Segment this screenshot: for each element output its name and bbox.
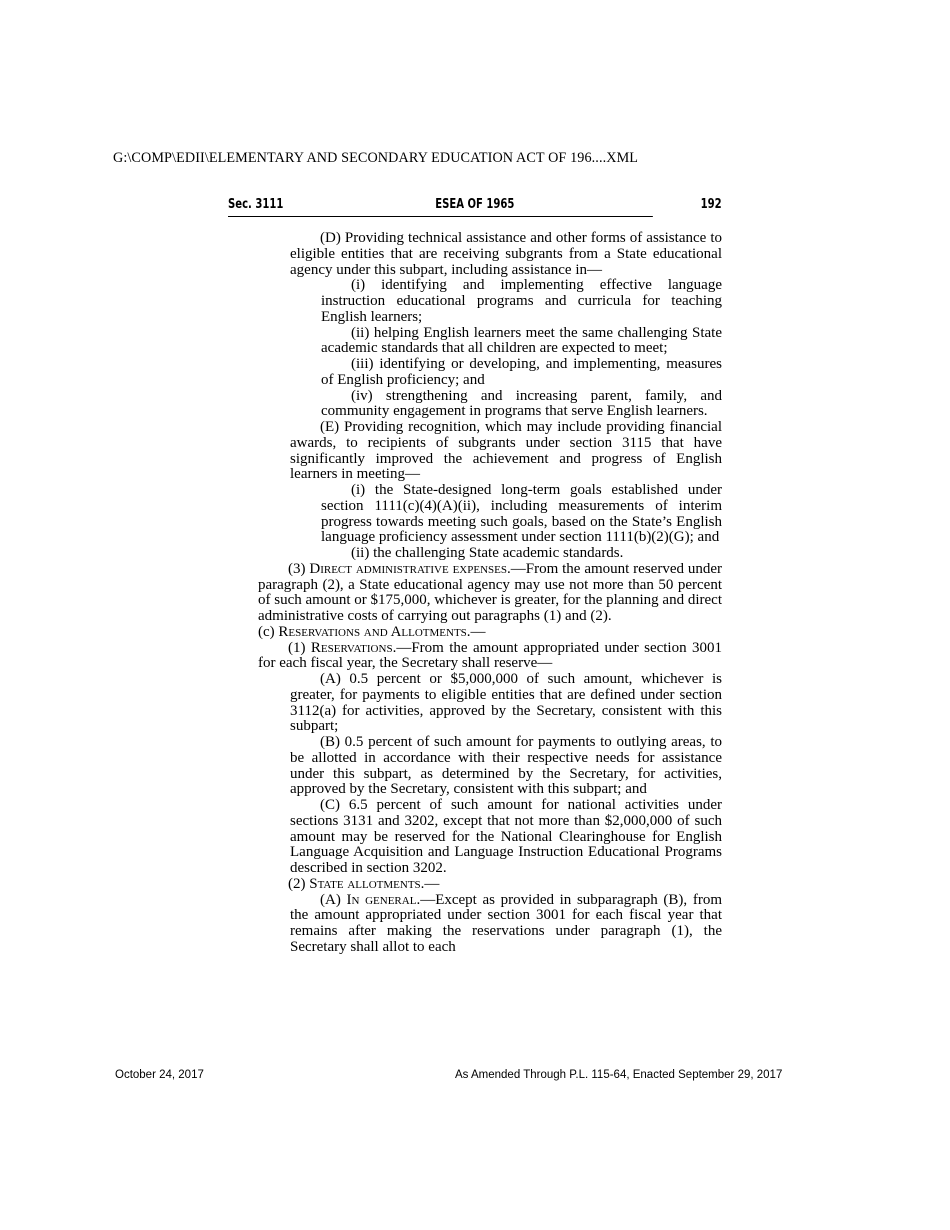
paragraph-c1-text: .—From the amount appropriated under section 3001 for each fiscal year, the Secretary shall reserve— <box>258 639 722 672</box>
paragraph-E: (E) Providing recognition, which may include providing financial awards, to recipients of subgrants under section 3115 that have significantly improved the achievement and progress of English learners in meeting— <box>290 419 722 483</box>
paragraph-D: (D) Providing technical assistance and other forms of assistance to eligible entities that are receiving subgrants from a State educational agency under this subpart, including assistance in— <box>290 230 722 278</box>
paragraph-c1-heading: Reservations <box>310 639 393 656</box>
statute-body <box>258 231 722 956</box>
clause-E-ii: (ii) the challenging State academic standards. <box>351 545 624 561</box>
paragraph-c2-heading: State allotments <box>309 875 421 892</box>
paragraph-c2-dash: .— <box>420 875 440 892</box>
subparagraph-c1-B: (B) 0.5 percent of such amount for payments to outlying areas, to be allotted in accordance with their respective needs for assistance under this subpart, as determined by the Secretary, for activities, approved by the Secretary, consistent with this subpart; and <box>290 734 722 798</box>
page-number: 192 <box>700 197 722 212</box>
subparagraph-c2-A-heading: In general <box>346 891 417 908</box>
clause-E-i: (i) the State-designed long-term goals established under section 1111(c)(4)(A)(ii), including measurements of interim progress towards meeting such goals, based on the State’s English language proficiency assessment under section 1111(b)(2)(G); and <box>321 482 722 546</box>
clause-D-iv: (iv) strengthening and increasing parent, family, and community engagement in programs that serve English learners. <box>321 387 722 420</box>
clause-D-ii: (ii) helping English learners meet the same challenging State academic standards that all children are expected to meet; <box>321 324 722 357</box>
clause-D-i: (i) identifying and implementing effective language instruction educational programs and curricula for teaching English learners; <box>321 277 722 325</box>
paragraph-c2-number: (2) <box>288 875 310 892</box>
paragraph-c1-number: (1) <box>288 639 311 656</box>
file-path-header: G:\COMP\EDII\ELEMENTARY AND SECONDARY EDUCATION ACT OF 196....XML <box>113 150 639 166</box>
subparagraph-c1-C: (C) 6.5 percent of such amount for national activities under sections 3131 and 3202, except that not more than $2,000,000 of such amount may be reserved for the National Clearinghouse for English Language Acquisition and Language Instruction Educational Programs described in section 3202. <box>290 797 722 876</box>
section-number: Sec. 3111 <box>228 197 284 212</box>
footer-date: October 24, 2017 <box>115 1069 204 1081</box>
paragraph-c2 <box>258 877 722 893</box>
subsection-c-heading: Reservations and Allotments <box>278 623 467 640</box>
paragraph-c1 <box>258 641 722 673</box>
paragraph-3-number: (3) <box>288 560 310 577</box>
act-title: ESEA OF 1965 <box>435 197 515 212</box>
subparagraph-c2-A-number: (A) <box>320 891 347 908</box>
paragraph-3 <box>258 562 722 625</box>
subsection-c <box>258 625 722 641</box>
subparagraph-c2-A <box>258 893 722 956</box>
paragraph-3-heading: Direct administrative expenses <box>309 560 507 577</box>
running-head <box>228 197 722 217</box>
subparagraph-c1-A: (A) 0.5 percent or $5,000,000 of such amount, whichever is greater, for payments to eligible entities that are defined under section 3112(a) for activities, approved by the Secretary, consistent with this subpart; <box>290 671 722 735</box>
subsection-c-number: (c) <box>258 623 279 640</box>
subparagraph-c2-A-text: .—Except as provided in subparagraph (B), from the amount appropriated under section 3001 for each fiscal year that remains after making the reservations under paragraph (1), the Secretary shall allot to each <box>290 891 723 955</box>
subsection-c-dash: .— <box>466 623 486 640</box>
clause-D-iii: (iii) identifying or developing, and implementing, measures of English proficiency; and <box>321 356 722 388</box>
paragraph-3-text: .—From the amount reserved under paragraph (2), a State educational agency may use not more than 50 percent of such amount or $175,000, whichever is greater, for the planning and direct administrative costs of carrying out paragraphs (1) and (2). <box>258 560 722 624</box>
footer-amended-note: As Amended Through P.L. 115-64, Enacted September 29, 2017 <box>455 1069 783 1081</box>
